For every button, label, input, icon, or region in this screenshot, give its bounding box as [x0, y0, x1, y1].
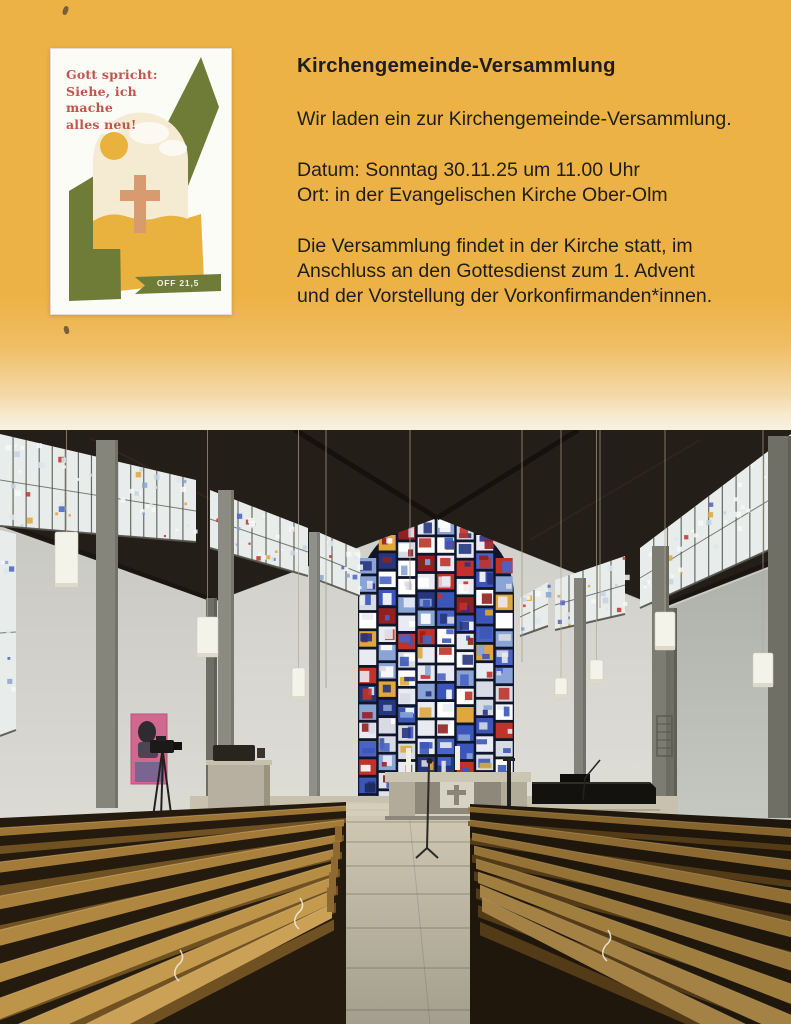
announcement-details-line: Die Versammlung findet in der Kirche statt, im	[297, 235, 693, 257]
announcement-intro: Wir laden ein zur Kirchengemeinde-Versammlung.	[297, 108, 732, 130]
pews-left	[0, 802, 346, 1024]
jahreslosung-poster	[50, 48, 232, 315]
poster-sun	[100, 132, 128, 160]
poster-cross	[134, 175, 146, 233]
poster-verse-line: Siehe, ich mache	[66, 83, 137, 115]
announcement-date-line: Datum: Sonntag 30.11.25 um 11.00 Uhr	[297, 159, 640, 181]
poster-verse-line: Gott spricht:	[66, 67, 158, 82]
announcement-location-line: Ort: in der Evangelischen Kirche Ober-Olm	[297, 184, 668, 206]
poster-reference-label: OFF 21,5	[156, 277, 200, 288]
poster-verse-line: alles neu!	[66, 116, 137, 132]
announcement-details	[297, 234, 732, 309]
announcement-block	[297, 54, 732, 335]
announcement-details-line: Anschluss an den Gottesdienst zum 1. Advent	[297, 260, 695, 282]
poster-verse-text	[66, 67, 186, 133]
poster-cross	[120, 190, 160, 201]
church-interior-photo	[0, 430, 791, 1024]
announcement-title: Kirchengemeinde-Versammlung	[297, 54, 616, 77]
announcement-when-where	[297, 158, 732, 208]
announcement-details-line: und der Vorstellung der Vorkonfirmanden*innen.	[297, 285, 713, 307]
poster-cloud	[159, 140, 187, 156]
